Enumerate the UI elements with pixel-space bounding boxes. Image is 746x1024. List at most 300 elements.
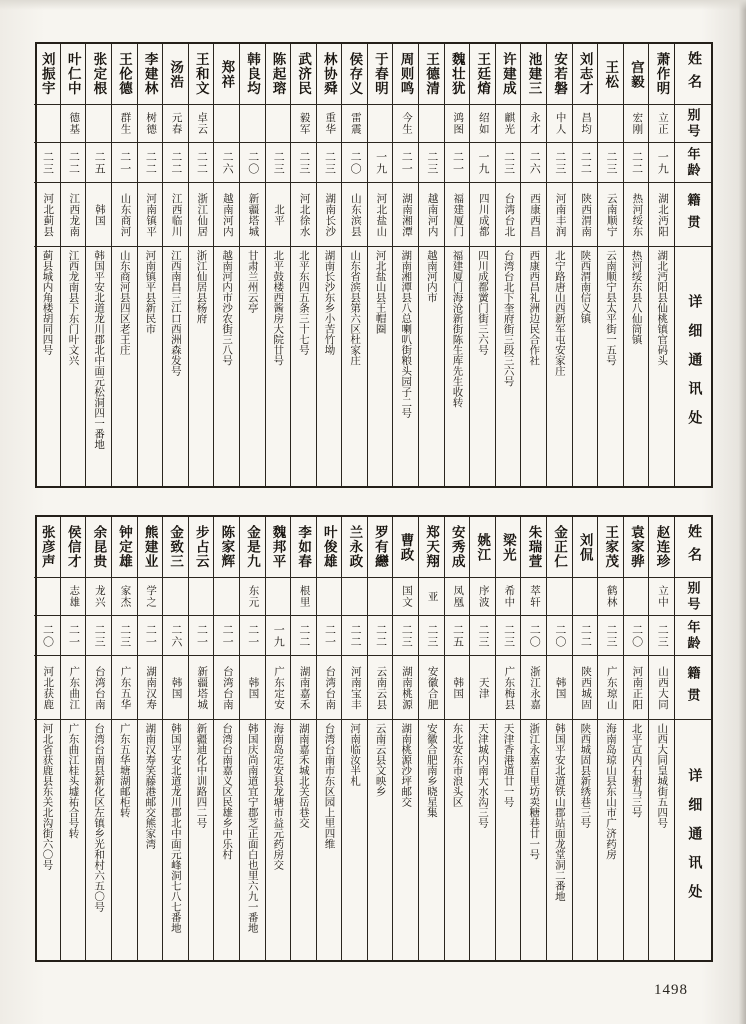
person-origin: 河北盐山 bbox=[375, 192, 387, 237]
person-column bbox=[239, 44, 265, 486]
person-name: 王德清 bbox=[424, 52, 440, 96]
person-origin: 浙江仙居 bbox=[196, 192, 208, 237]
person-address-cell bbox=[649, 247, 674, 486]
person-address-cell bbox=[291, 247, 316, 486]
person-address: 广东五华塘湖邮柜转 bbox=[118, 723, 130, 818]
person-origin: 北平 bbox=[273, 203, 285, 226]
person-origin: 韩国 bbox=[93, 203, 105, 226]
person-age-cell bbox=[317, 616, 342, 656]
person-column bbox=[418, 44, 444, 486]
person-address-cell bbox=[317, 720, 342, 960]
person-address-cell bbox=[470, 247, 495, 486]
person-age-cell bbox=[240, 616, 265, 656]
person-name-cell bbox=[317, 44, 342, 105]
person-column bbox=[60, 517, 86, 960]
person-origin-cell bbox=[342, 183, 367, 247]
person-name-cell bbox=[163, 44, 188, 105]
person-age: 二二 bbox=[195, 150, 208, 175]
person-byname-cell bbox=[214, 578, 239, 616]
person-age: 二二 bbox=[374, 623, 387, 648]
person-column bbox=[290, 517, 316, 960]
person-address: 云南云县文映乡 bbox=[374, 723, 386, 797]
person-name: 陈家辉 bbox=[219, 525, 235, 569]
person-column bbox=[239, 517, 265, 960]
person-name-cell bbox=[368, 44, 393, 105]
person-column bbox=[597, 44, 623, 486]
person-byname-cell bbox=[86, 578, 111, 616]
column-header-address bbox=[675, 720, 711, 960]
person-address: 河北省获鹿县东关北沟街六〇号 bbox=[41, 723, 53, 870]
person-name: 韩良均 bbox=[244, 52, 260, 96]
person-name-cell bbox=[240, 517, 265, 578]
person-column bbox=[520, 44, 546, 486]
person-origin: 陕西城固 bbox=[580, 665, 592, 710]
person-address-cell bbox=[266, 247, 291, 486]
person-origin: 陕西渭南 bbox=[580, 192, 592, 237]
person-byname-cell bbox=[112, 105, 137, 143]
person-age: 二二 bbox=[169, 150, 182, 175]
person-column bbox=[495, 44, 521, 486]
person-byname-cell bbox=[521, 578, 546, 616]
person-name: 宫毅 bbox=[628, 59, 644, 89]
person-address-cell bbox=[624, 720, 649, 960]
person-age-cell bbox=[521, 616, 546, 656]
person-age-cell bbox=[419, 616, 444, 656]
person-column bbox=[111, 44, 137, 486]
person-column bbox=[290, 44, 316, 486]
person-column bbox=[597, 517, 623, 960]
person-age: 二二 bbox=[579, 150, 592, 175]
person-origin-cell bbox=[34, 656, 60, 720]
person-age-cell bbox=[138, 616, 163, 656]
person-origin-cell bbox=[368, 656, 393, 720]
person-address-cell bbox=[317, 247, 342, 486]
person-age: 二二 bbox=[144, 150, 157, 175]
person-age-cell bbox=[163, 616, 188, 656]
person-column bbox=[341, 44, 367, 486]
directory-table-top bbox=[35, 42, 713, 488]
person-address-cell bbox=[496, 247, 521, 486]
person-byname-cell bbox=[624, 105, 649, 143]
person-name-cell bbox=[112, 44, 137, 105]
person-byname-cell bbox=[598, 105, 623, 143]
person-address: 东北安东市浪头区 bbox=[451, 723, 463, 807]
person-byname-cell bbox=[34, 105, 60, 143]
person-age: 二二 bbox=[297, 623, 310, 648]
person-column bbox=[85, 44, 111, 486]
person-age: 二六 bbox=[169, 623, 182, 648]
header-column bbox=[674, 44, 711, 486]
person-age-cell bbox=[214, 616, 239, 656]
person-age-cell bbox=[368, 143, 393, 183]
person-byname: 宏刚 bbox=[631, 112, 643, 135]
person-address: 越南河内市沙农街三八号 bbox=[221, 250, 233, 366]
person-name: 赵连珍 bbox=[654, 525, 670, 569]
person-byname-cell bbox=[521, 105, 546, 143]
person-age: 二一 bbox=[400, 150, 413, 175]
person-age: 二一 bbox=[246, 623, 259, 648]
person-origin-cell bbox=[496, 656, 521, 720]
person-origin: 江西龙南 bbox=[68, 192, 80, 237]
person-origin-cell bbox=[61, 183, 86, 247]
person-origin: 新疆塔城 bbox=[247, 192, 259, 237]
person-age-cell bbox=[189, 143, 214, 183]
person-address: 台湾台南嘉义区民雄乡中乐村 bbox=[221, 723, 233, 860]
person-byname-cell bbox=[547, 105, 572, 143]
person-origin: 韩国 bbox=[247, 676, 259, 699]
person-address: 北宁路唐山西新军屯安家庄 bbox=[553, 250, 565, 376]
person-name: 步占云 bbox=[193, 525, 209, 569]
person-name-cell bbox=[496, 44, 521, 105]
person-age-cell bbox=[445, 143, 470, 183]
person-origin-cell bbox=[368, 183, 393, 247]
person-address-cell bbox=[393, 720, 418, 960]
person-name: 叶俊雄 bbox=[321, 525, 337, 569]
person-origin-cell bbox=[138, 183, 163, 247]
person-origin-cell bbox=[649, 183, 674, 247]
person-origin: 河南宝丰 bbox=[349, 665, 361, 710]
person-name: 安秀成 bbox=[449, 525, 465, 569]
person-column bbox=[444, 517, 470, 960]
person-name: 许建成 bbox=[500, 52, 516, 96]
person-byname-cell bbox=[598, 578, 623, 616]
person-age: 二一 bbox=[144, 623, 157, 648]
person-origin: 河北蓟县 bbox=[42, 192, 54, 237]
person-origin-cell bbox=[649, 656, 674, 720]
person-origin-cell bbox=[112, 656, 137, 720]
person-address: 山东省滨县第六区杜家庄 bbox=[349, 250, 361, 366]
person-address-cell bbox=[189, 247, 214, 486]
person-age-cell bbox=[240, 143, 265, 183]
person-address: 台湾台北下奎府街三段三六号 bbox=[502, 250, 514, 387]
person-address-cell bbox=[86, 720, 111, 960]
column-header-byname-label: 别号 bbox=[685, 580, 701, 613]
person-age-cell bbox=[61, 616, 86, 656]
person-name-cell bbox=[34, 44, 60, 105]
person-byname-cell bbox=[393, 578, 418, 616]
person-name: 魏邦平 bbox=[270, 525, 286, 569]
person-name: 汤浩 bbox=[168, 59, 184, 89]
person-column bbox=[34, 517, 60, 960]
person-address-cell bbox=[189, 720, 214, 960]
person-origin-cell bbox=[598, 183, 623, 247]
person-name-cell bbox=[214, 517, 239, 578]
person-address-cell bbox=[445, 720, 470, 960]
person-byname: 群生 bbox=[119, 112, 131, 135]
person-name: 王伦德 bbox=[116, 52, 132, 96]
person-origin-cell bbox=[547, 183, 572, 247]
column-header-origin bbox=[675, 656, 711, 720]
person-column bbox=[572, 44, 598, 486]
person-age: 二三 bbox=[272, 150, 285, 175]
person-byname: 序波 bbox=[477, 585, 489, 608]
person-name-cell bbox=[547, 517, 572, 578]
person-byname-cell bbox=[419, 105, 444, 143]
person-name: 姚江 bbox=[475, 532, 491, 562]
column-header-age-label: 年龄 bbox=[685, 146, 701, 179]
person-origin-cell bbox=[393, 656, 418, 720]
person-address: 西康西昌礼洲边民合作社 bbox=[528, 250, 540, 366]
person-byname-cell bbox=[291, 578, 316, 616]
person-address: 山西大同皇城街五四号 bbox=[656, 723, 668, 828]
person-origin: 山西大同 bbox=[656, 665, 668, 710]
person-age: 二〇 bbox=[528, 623, 541, 648]
person-column bbox=[572, 517, 598, 960]
person-age: 二〇 bbox=[553, 623, 566, 648]
person-age: 二三 bbox=[656, 623, 669, 648]
person-origin-cell bbox=[317, 656, 342, 720]
person-address-cell bbox=[393, 247, 418, 486]
person-name: 武济民 bbox=[296, 52, 312, 96]
person-byname-cell bbox=[240, 578, 265, 616]
person-origin-cell bbox=[470, 656, 495, 720]
person-column bbox=[418, 517, 444, 960]
person-age: 二二 bbox=[630, 150, 643, 175]
person-origin-cell bbox=[61, 656, 86, 720]
person-origin-cell bbox=[624, 183, 649, 247]
person-byname-cell bbox=[573, 578, 598, 616]
person-address-cell bbox=[598, 247, 623, 486]
person-byname: 今生 bbox=[401, 112, 413, 135]
person-address-cell bbox=[624, 247, 649, 486]
person-column bbox=[341, 517, 367, 960]
person-age: 二一 bbox=[195, 623, 208, 648]
person-age: 二三 bbox=[605, 623, 618, 648]
person-origin-cell bbox=[189, 183, 214, 247]
person-address-cell bbox=[240, 247, 265, 486]
person-column bbox=[367, 44, 393, 486]
person-origin: 西康西昌 bbox=[528, 192, 540, 237]
person-address: 广东曲江桂头墟祐合号转 bbox=[67, 723, 79, 839]
page-top-shadow bbox=[0, 0, 746, 10]
person-origin: 山东商河 bbox=[119, 192, 131, 237]
person-origin-cell bbox=[521, 183, 546, 247]
person-column bbox=[469, 517, 495, 960]
person-byname-cell bbox=[317, 578, 342, 616]
person-name-cell bbox=[521, 44, 546, 105]
person-age-cell bbox=[61, 143, 86, 183]
person-age: 二三 bbox=[502, 623, 515, 648]
person-column bbox=[316, 44, 342, 486]
person-byname-cell bbox=[496, 105, 521, 143]
person-origin: 越南河内 bbox=[221, 192, 233, 237]
person-byname: 龙兴 bbox=[93, 585, 105, 608]
person-address: 韩国平安北道龙川郡北中面元峰洞七八七番地 bbox=[169, 723, 181, 933]
person-origin: 韩国 bbox=[170, 676, 182, 699]
person-byname-cell bbox=[624, 578, 649, 616]
person-address-cell bbox=[573, 247, 598, 486]
person-name: 王廷焴 bbox=[475, 52, 491, 96]
person-age-cell bbox=[521, 143, 546, 183]
person-byname: 鹤林 bbox=[605, 585, 617, 608]
person-column bbox=[546, 44, 572, 486]
person-origin: 山东滨县 bbox=[349, 192, 361, 237]
person-name: 袁家骅 bbox=[628, 525, 644, 569]
person-origin-cell bbox=[214, 656, 239, 720]
person-age: 二三 bbox=[93, 623, 106, 648]
person-address: 江西南昌三江口西洲森发号 bbox=[169, 250, 181, 376]
person-byname: 昌均 bbox=[580, 112, 592, 135]
person-origin-cell bbox=[419, 183, 444, 247]
person-column bbox=[469, 44, 495, 486]
person-column bbox=[648, 517, 674, 960]
person-name-cell bbox=[138, 44, 163, 105]
person-age-cell bbox=[214, 143, 239, 183]
person-address-cell bbox=[163, 720, 188, 960]
person-column bbox=[367, 517, 393, 960]
person-age-cell bbox=[138, 143, 163, 183]
person-byname-cell bbox=[34, 578, 60, 616]
person-byname: 家杰 bbox=[119, 585, 131, 608]
person-column bbox=[265, 517, 291, 960]
person-origin: 河南镇平 bbox=[145, 192, 157, 237]
person-byname-cell bbox=[317, 105, 342, 143]
person-name: 王和文 bbox=[193, 52, 209, 96]
person-origin-cell bbox=[393, 183, 418, 247]
person-age: 二一 bbox=[118, 150, 131, 175]
person-address: 浙江永嘉百里坊卖糖巷廿一号 bbox=[528, 723, 540, 860]
person-origin-cell bbox=[342, 656, 367, 720]
person-origin: 河南正阳 bbox=[631, 665, 643, 710]
person-column bbox=[495, 517, 521, 960]
person-name-cell bbox=[624, 517, 649, 578]
person-origin: 河北徐水 bbox=[298, 192, 310, 237]
person-name-cell bbox=[61, 44, 86, 105]
person-origin: 河南丰润 bbox=[554, 192, 566, 237]
person-name-cell bbox=[419, 517, 444, 578]
person-name-cell bbox=[189, 517, 214, 578]
person-column bbox=[85, 517, 111, 960]
person-name: 郑天翔 bbox=[424, 525, 440, 569]
person-origin: 台湾台北 bbox=[503, 192, 515, 237]
person-address: 湖南湘潭县八总喇叭街粮头园子二号 bbox=[400, 250, 412, 418]
person-address: 海南岛琼山县东山市广济药房 bbox=[605, 723, 617, 860]
person-byname-cell bbox=[419, 578, 444, 616]
person-byname-cell bbox=[61, 105, 86, 143]
person-address-cell bbox=[112, 247, 137, 486]
person-name-cell bbox=[649, 517, 674, 578]
person-address: 台湾台南县新化区左镇乡光和村六五〇号 bbox=[93, 723, 105, 912]
person-address: 湖北沔阳县仙桃镇官码头 bbox=[656, 250, 668, 366]
person-name-cell bbox=[266, 517, 291, 578]
person-byname-cell bbox=[368, 578, 393, 616]
person-origin-cell bbox=[496, 183, 521, 247]
person-origin-cell bbox=[598, 656, 623, 720]
person-age: 二二 bbox=[579, 623, 592, 648]
person-byname-cell bbox=[86, 105, 111, 143]
person-origin: 湖南湘潭 bbox=[401, 192, 413, 237]
person-name: 刘振宇 bbox=[39, 52, 55, 96]
person-age: 二三 bbox=[323, 150, 336, 175]
person-address-cell bbox=[34, 247, 60, 486]
person-address: 海南岛定安县龙塘市益元药房交 bbox=[272, 723, 284, 870]
person-origin-cell bbox=[470, 183, 495, 247]
person-byname-cell bbox=[470, 105, 495, 143]
person-age-cell bbox=[86, 143, 111, 183]
person-origin: 热河绥东 bbox=[631, 192, 643, 237]
person-byname: 学之 bbox=[145, 585, 157, 608]
person-byname: 凤凰 bbox=[452, 585, 464, 608]
person-age-cell bbox=[445, 616, 470, 656]
person-origin-cell bbox=[214, 183, 239, 247]
person-age: 二三 bbox=[41, 150, 54, 175]
person-name-cell bbox=[521, 517, 546, 578]
person-age-cell bbox=[189, 616, 214, 656]
person-byname: 萃轩 bbox=[528, 585, 540, 608]
person-name-cell bbox=[445, 44, 470, 105]
person-name: 李如春 bbox=[296, 525, 312, 569]
person-address-cell bbox=[240, 720, 265, 960]
person-origin: 湖南汉寿 bbox=[145, 665, 157, 710]
person-address: 陕西城固县新绣巷三号 bbox=[579, 723, 591, 828]
person-address-cell bbox=[214, 247, 239, 486]
person-age: 二三 bbox=[605, 150, 618, 175]
person-byname-cell bbox=[266, 105, 291, 143]
person-address: 四川成都黉门街三六号 bbox=[477, 250, 489, 355]
person-origin: 福建厦门 bbox=[452, 192, 464, 237]
person-byname-cell bbox=[163, 578, 188, 616]
person-origin-cell bbox=[163, 183, 188, 247]
column-header-age bbox=[675, 616, 711, 656]
person-address-cell bbox=[419, 247, 444, 486]
column-header-age bbox=[675, 143, 711, 183]
person-byname-cell bbox=[573, 105, 598, 143]
column-header-address bbox=[675, 247, 711, 486]
person-origin: 台湾台南 bbox=[93, 665, 105, 710]
person-age: 二〇 bbox=[630, 623, 643, 648]
person-name: 王家茂 bbox=[603, 525, 619, 569]
person-age: 二二 bbox=[349, 623, 362, 648]
person-name-cell bbox=[393, 44, 418, 105]
person-origin: 云南云县 bbox=[375, 665, 387, 710]
person-name: 钟定雄 bbox=[116, 525, 132, 569]
person-address: 河南镇平县新民市 bbox=[144, 250, 156, 334]
person-column bbox=[162, 44, 188, 486]
person-origin: 台湾台南 bbox=[324, 665, 336, 710]
person-column bbox=[188, 517, 214, 960]
person-name-cell bbox=[317, 517, 342, 578]
person-origin: 广东梅县 bbox=[503, 665, 515, 710]
person-address-cell bbox=[342, 247, 367, 486]
person-age-cell bbox=[649, 143, 674, 183]
person-name-cell bbox=[573, 517, 598, 578]
person-origin: 韩国 bbox=[452, 676, 464, 699]
person-name: 萧作明 bbox=[654, 52, 670, 96]
person-age: 二六 bbox=[528, 150, 541, 175]
person-byname: 鸿图 bbox=[452, 112, 464, 135]
person-name-cell bbox=[291, 44, 316, 105]
person-name-cell bbox=[214, 44, 239, 105]
person-name-cell bbox=[624, 44, 649, 105]
person-address: 陕西渭南信义镇 bbox=[579, 250, 591, 324]
person-column bbox=[162, 517, 188, 960]
person-address-cell bbox=[649, 720, 674, 960]
person-address-cell bbox=[521, 720, 546, 960]
person-origin-cell bbox=[445, 183, 470, 247]
person-address-cell bbox=[419, 720, 444, 960]
person-name: 池建三 bbox=[526, 52, 542, 96]
person-age-cell bbox=[598, 616, 623, 656]
person-origin: 广东五华 bbox=[119, 665, 131, 710]
person-origin-cell bbox=[189, 656, 214, 720]
person-age-cell bbox=[34, 616, 60, 656]
person-origin-cell bbox=[163, 656, 188, 720]
person-address: 湖南汉寿笑藤港邮交熊家湾 bbox=[144, 723, 156, 849]
person-address: 新疆迪化中训路四二号 bbox=[195, 723, 207, 828]
person-age-cell bbox=[291, 616, 316, 656]
person-origin-cell bbox=[547, 656, 572, 720]
person-name-cell bbox=[445, 517, 470, 578]
